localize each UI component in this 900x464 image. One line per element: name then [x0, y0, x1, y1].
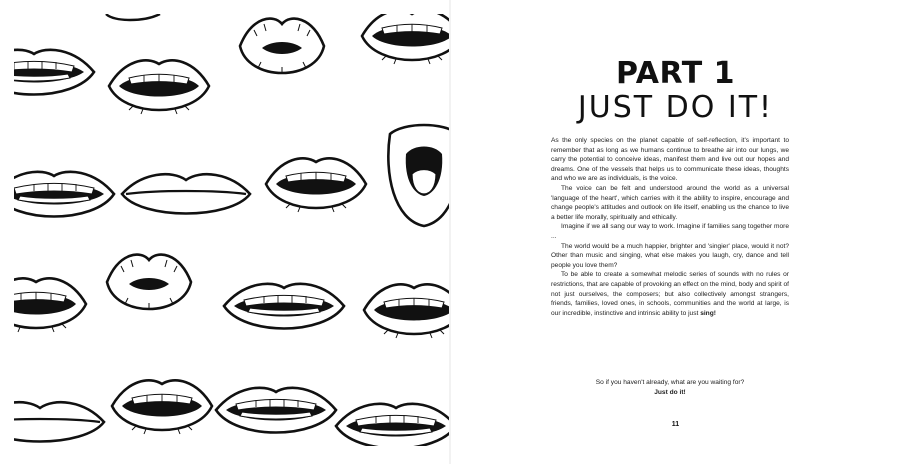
- paragraph-final-text: To be able to create a somewhat melodic series of sounds with no rules or restrictions, that are capable of provoking an effect on the mind, body and spirit of not just ourselves, the composers; but also collectively amongst strangers, friends, families, loved ones, in schools, communities and the world at large, is our incredible, instinctive and intrinsic ability to just: [551, 271, 789, 317]
- paragraph-final-emphasis: sing!: [700, 309, 716, 317]
- closing-cta: Just do it!: [654, 388, 686, 396]
- paragraph: Imagine if we all sang our way to work. Imagine if families sang together more ...: [551, 223, 789, 240]
- page-number: 11: [671, 421, 680, 428]
- paragraph-final: [551, 270, 789, 318]
- mouths-pattern-illustration: [14, 14, 450, 446]
- closing-block: [551, 378, 789, 397]
- right-page: [451, 0, 900, 464]
- paragraph: The voice can be felt and understood around the world as a universal 'language of the heart', which carries with it the ability to inspire, encourage and change people's attitudes and outlook on life itself, enabling us the chance to live a better life morally, spiritually and ethically.: [551, 184, 789, 221]
- paragraph: The world would be a much happier, brighter and 'singier' place, would it not? Other than music and singing, what else makes you laugh, cry, dance and tell people you love them?: [551, 242, 789, 269]
- part-heading: PART 1: [616, 56, 735, 91]
- paragraph: As the only species on the planet capable of self-reflection, it's important to remember that as long as we humans continue to breathe air into our lungs, we carry the potential to conceive ideas, manifest them and live out our hopes and dreams. One of the vessels that helps us to communicate these ideas, thoughts and who we are as individuals, is the voice.: [551, 137, 789, 183]
- part-subtitle: JUST DO IT!: [577, 90, 774, 125]
- body-text: [551, 136, 789, 318]
- closing-line: So if you haven't already, what are you waiting for?: [595, 379, 745, 386]
